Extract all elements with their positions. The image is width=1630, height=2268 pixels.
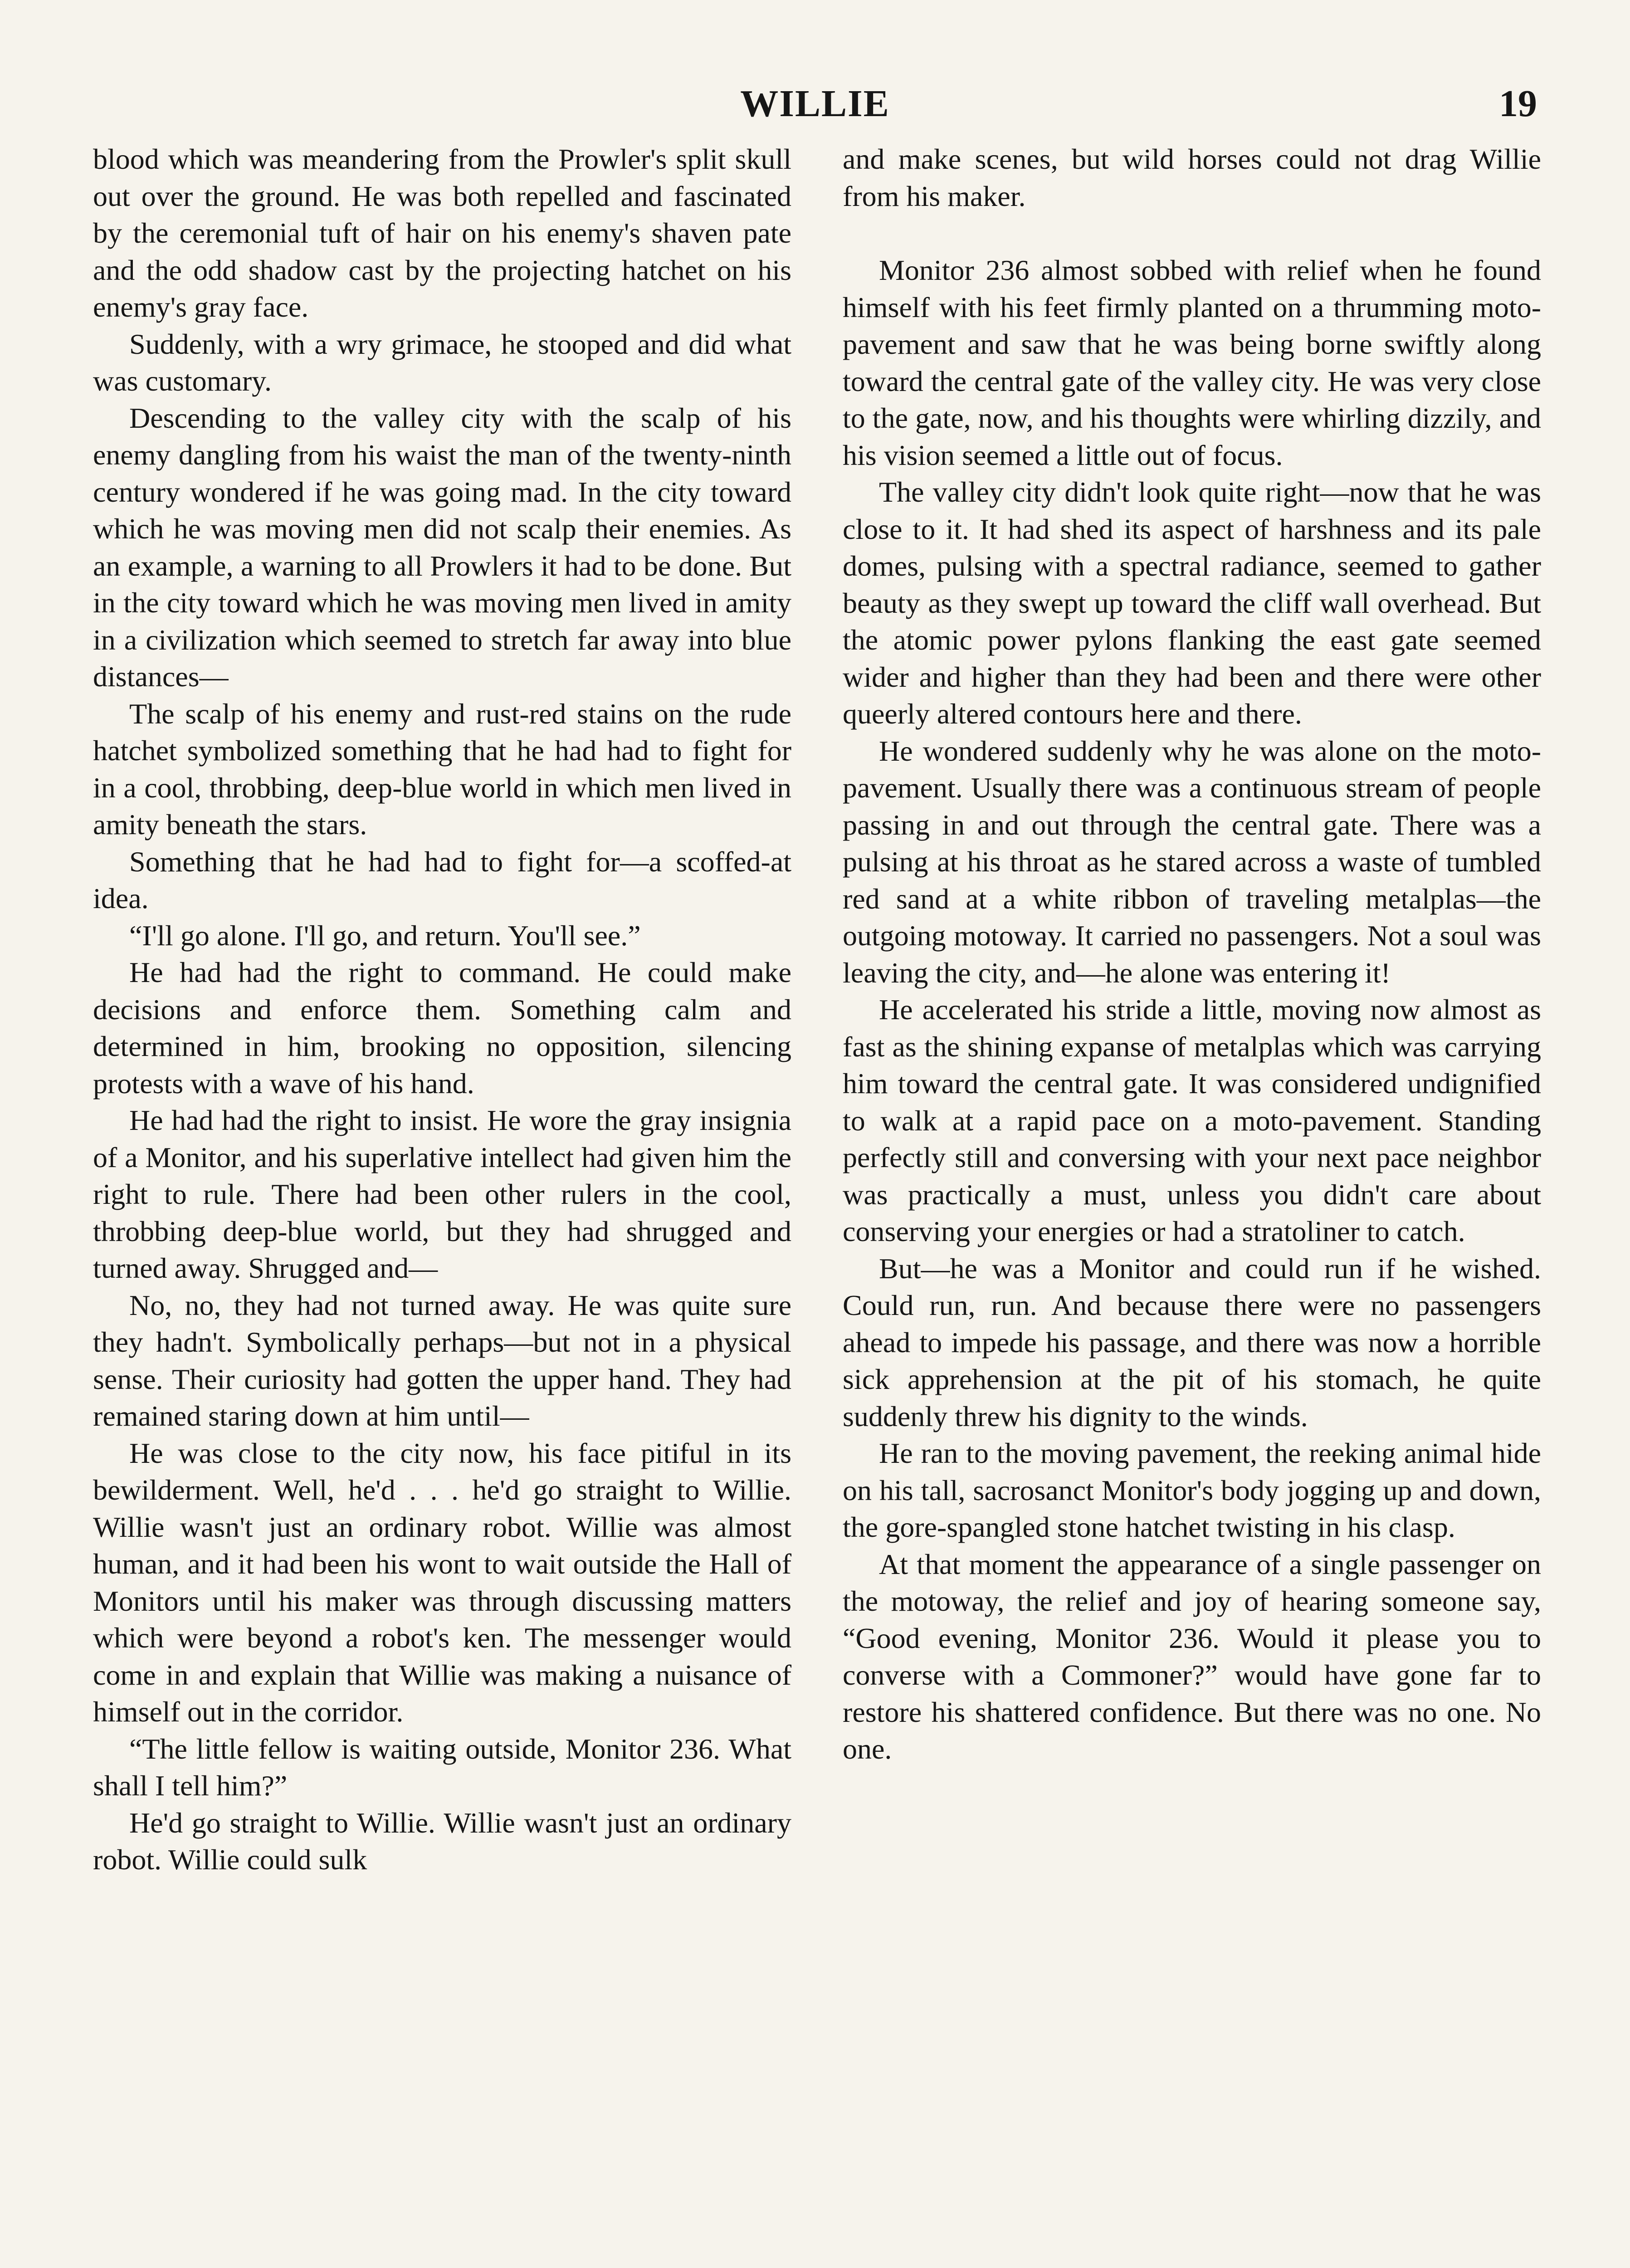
paragraph: He was close to the city now, his face pitiful in its bewilderment. Well, he'd . . . he'd go straight to Willie. Willie wasn't just an ordinary robot. Willie was almost human, and it had been his wont to wait outside the Hall of Monitors until his maker was through discussing matters which were beyond a robot's ken. The messenger would come in and explain that Willie was making a nuisance of himself out in the corridor. <box>93 1437 791 1728</box>
page-number: 19 <box>1499 83 1537 125</box>
paragraph: blood which was meandering from the Prowler's split skull out over the ground. He was both repelled and fascinated by the ceremonial tuft of hair on his enemy's shaven pate and the odd shadow cast by the projecting hatchet on his enemy's gray face. <box>93 143 791 323</box>
left-column <box>93 141 791 1878</box>
story-title: WILLIE <box>740 83 890 125</box>
paragraph: Suddenly, with a wry grimace, he stooped and did what was customary. <box>93 327 791 397</box>
paragraph: “The little fellow is waiting outside, Monitor 236. What shall I tell him?” <box>93 1732 791 1802</box>
paragraph: and make scenes, but wild horses could not drag Willie from his maker. <box>843 143 1541 212</box>
paragraph: He'd go straight to Willie. Willie wasn't just an ordinary robot. Willie could sulk <box>93 1806 791 1876</box>
paragraph: At that moment the appearance of a single passenger on the motoway, the relief and joy of hearing someone say, “Good evening, Monitor 236. Would it please you to converse with a Commoner?” would have gone far to restore his shattered confidence. But there was no one. No one. <box>843 1548 1541 1765</box>
paragraph: The valley city didn't look quite right—now that he was close to it. It had shed its aspect of harshness and its pale domes, pulsing with a spectral radiance, seemed to gather beauty as they swept up toward the cliff wall overhead. But the atomic power pylons flanking the east gate seemed wider and higher than they had been and there were other queerly altered contours here and there. <box>843 476 1541 730</box>
paragraph: He had had the right to command. He could make decisions and enforce them. Something calm and determined in him, brooking no opposition, silencing protests with a wave of his hand. <box>93 956 791 1100</box>
paragraph: He wondered suddenly why he was alone on the moto-pavement. Usually there was a continuous stream of people passing in and out through the central gate. There was a pulsing at his throat as he stared across a waste of tumbled red sand at a white ribbon of traveling metalplas—the outgoing motoway. It carried no passengers. Not a soul was leaving the city, and—he alone was entering it! <box>843 734 1541 989</box>
page-header <box>93 82 1537 136</box>
paragraph: Something that he had had to fight for—a scoffed-at idea. <box>93 845 791 914</box>
paragraph: But—he was a Monitor and could run if he wished. Could run, run. And because there were no passengers ahead to impede his passage, and there was now a horrible sick apprehension at the pit of his stomach, he quite suddenly threw his dignity to the winds. <box>843 1252 1541 1432</box>
paragraph: Monitor 236 almost sobbed with relief when he found himself with his feet firmly planted on a thrumming moto-pavement and saw that he was being borne swiftly along toward the central gate of the valley city. He was very close to the gate, now, and his thoughts were whirling dizzily, and his vision seemed a little out of focus. <box>843 254 1541 471</box>
right-column <box>843 141 1541 1768</box>
paragraph: Descending to the valley city with the scalp of his enemy dangling from his waist the man of the twenty-ninth century wondered if he was going mad. In the city toward which he was moving men did not scalp their enemies. As an example, a warning to all Prowlers it had to be done. But in the city toward which he was moving men lived in amity in a civilization which seemed to stretch far away into blue distances— <box>93 401 791 693</box>
paragraph: No, no, they had not turned away. He was quite sure they hadn't. Symbolically perhaps—but not in a physical sense. Their curiosity had gotten the upper hand. They had remained staring down at him until— <box>93 1289 791 1432</box>
paragraph: He accelerated his stride a little, moving now almost as fast as the shining expanse of metalplas which was carrying him toward the central gate. It was considered undignified to walk at a rapid pace on a moto-pavement. Standing perfectly still and conversing with your next pace neighbor was practically a must, unless you didn't care about conserving your energies or had a stratoliner to catch. <box>843 993 1541 1247</box>
paragraph: The scalp of his enemy and rust-red stains on the rude hatchet symbolized something that he had had to fight for in a cool, throbbing, deep-blue world in which men lived in amity beneath the stars. <box>93 697 791 841</box>
paragraph: He ran to the moving pavement, the reeking animal hide on his tall, sacrosanct Monitor's body jogging up and down, the gore-spangled stone hatchet twisting in his clasp. <box>843 1437 1541 1543</box>
paragraph: “I'll go alone. I'll go, and return. You'll see.” <box>129 919 641 952</box>
paragraph: He had had the right to insist. He wore the gray insignia of a Monitor, and his superlative intellect had given him the right to rule. There had been other rulers in the cool, throbbing deep-blue world, but they had shrugged and turned away. Shrugged and— <box>93 1104 791 1284</box>
